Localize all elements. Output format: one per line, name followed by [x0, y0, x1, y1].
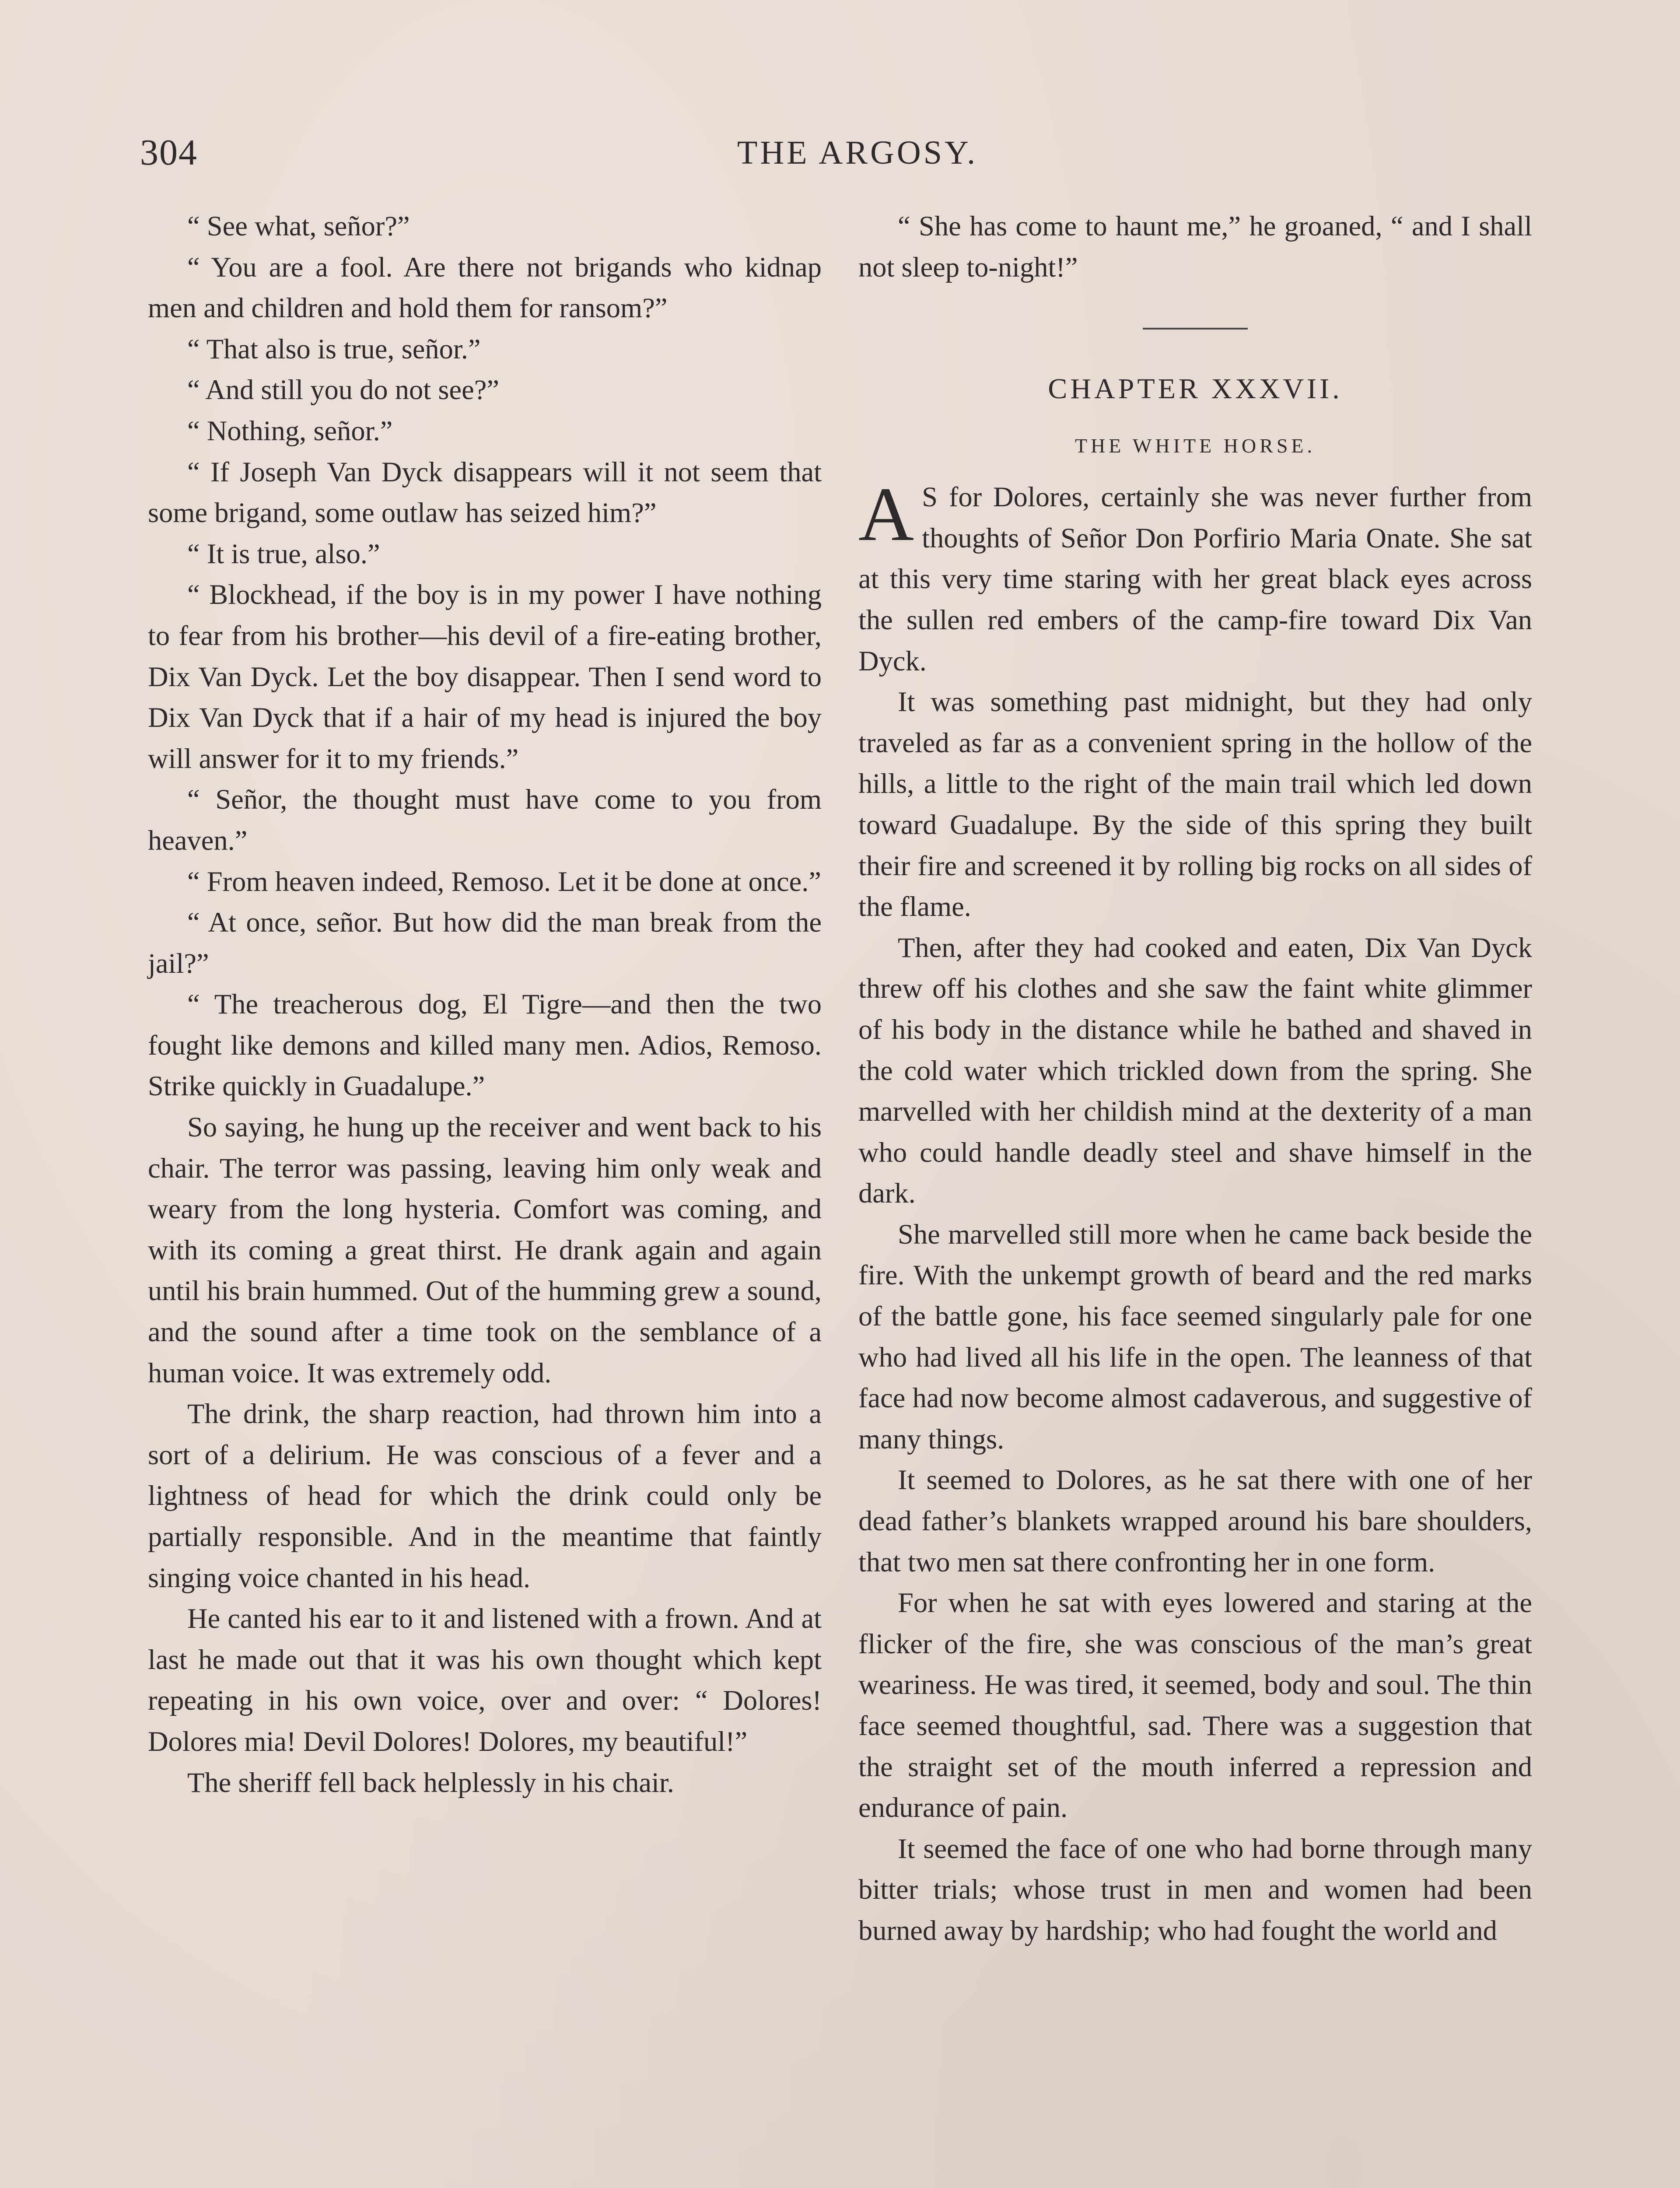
chapter-first-paragraph: [858, 472, 1532, 681]
paragraph: She marvelled still more when he came back beside the fire. With the unkempt growth of beard and the red marks of the battle gone, his face seemed singularly pale for one who had lived all his life in the open. The leanness of that face had now become almost cadaverous, and suggestive of many things.: [858, 1218, 1532, 1455]
paragraph: “ Señor, the thought must have come to you from heaven.”: [148, 784, 822, 856]
first-paragraph-text: S for Dolores, certainly she was never further from thoughts of Señor Don Porfirio Maria Onate. She sat at this very time staring with her great black eyes across the sullen red embers of the camp-fire toward Dix Van Dyck.: [858, 481, 1532, 677]
right-column: [858, 206, 1532, 1951]
section-divider: [1143, 328, 1248, 330]
paragraph: “ Nothing, señor.”: [187, 415, 393, 446]
paragraph: He canted his ear to it and listened with a frown. And at last he made out that it was his own thought which kept repeating in his own voice, over and over: “ Dolores! Dolores mia! Devil Dolores! Dolores, my beautiful!”: [148, 1603, 822, 1757]
paragraph: “ It is true, also.”: [187, 538, 380, 569]
chapter-subtitle: THE WHITE HORSE.: [1074, 435, 1316, 457]
paragraph: “ Blockhead, if the boy is in my power I have nothing to fear from his brother—his devil of a fire-eating brother, Dix Van Dyck. Let the boy disappear. Then I send word to Dix Van Dyck that if a hair of my head is injured the boy will answer for it to my friends.”: [148, 579, 822, 774]
paragraph: “ See what, señor?”: [187, 210, 410, 242]
left-column: [148, 206, 822, 1803]
drop-cap: A: [858, 472, 914, 558]
paragraph: The drink, the sharp reaction, had thrown him into a sort of a delirium. He was conscious of a fever and a lightness of head for which the drink could only be partially responsible. And in the meantime that faintly singing voice chanted in his head.: [148, 1398, 822, 1593]
paragraph: “ She has come to haunt me,” he groaned, “ and I shall not sleep to-night!”: [858, 210, 1532, 283]
paragraph: “ From heaven indeed, Remoso. Let it be done at once.”: [187, 866, 821, 897]
paragraph: It seemed to Dolores, as he sat there with one of her dead father’s blankets wrapped around his bare shoulders, that two men sat there confronting her in one form.: [858, 1464, 1532, 1578]
chapter-title: CHAPTER XXXVII.: [1048, 373, 1343, 405]
paragraph: The sheriff fell back helplessly in his chair.: [187, 1767, 674, 1798]
running-title: THE ARGOSY.: [737, 134, 978, 171]
paragraph: “ You are a fool. Are there not brigands who kidnap men and children and hold them for ransom?”: [148, 251, 822, 324]
paragraph: For when he sat with eyes lowered and staring at the flicker of the fire, she was conscious of the man’s great weariness. He was tired, it seemed, body and soul. The thin face seemed thoughtful, sad. There was a suggestion that the straight set of the mouth inferred a repression and endurance of pain.: [858, 1587, 1532, 1823]
paragraph: “ That also is true, señor.”: [187, 333, 481, 365]
paragraph: Then, after they had cooked and eaten, Dix Van Dyck threw off his clothes and she saw the faint white glimmer of his body in the distance while he bathed and shaved in the cold water which trickled down from the spring. She marvelled with her childish mind at the dexterity of a man who could handle deadly steel and shave himself in the dark.: [858, 932, 1532, 1209]
page-number: 304: [140, 132, 198, 173]
paragraph: “ If Joseph Van Dyck disappears will it not seem that some brigand, some outlaw has seized him?”: [148, 456, 822, 529]
paragraph: It seemed the face of one who had borne through many bitter trials; whose trust in men and women had been burned away by hardship; who had fought the world and: [858, 1833, 1532, 1946]
paragraph: It was something past midnight, but they had only traveled as far as a convenient spring in the hollow of the hills, a little to the right of the main trail which led down toward Guadalupe. By the side of this spring they built their fire and screened it by rolling big rocks on all sides of the flame.: [858, 686, 1532, 922]
paragraph: “ And still you do not see?”: [187, 374, 499, 406]
paragraph: So saying, he hung up the receiver and went back to his chair. The terror was passing, leaving him only weak and weary from the long hysteria. Comfort was coming, and with its coming a great thirst. He drank again and again until his brain hummed. Out of the humming grew a sound, and the sound after a time took on the semblance of a human voice. It was extremely odd.: [148, 1112, 822, 1389]
paragraph: “ The treacherous dog, El Tigre—and then the two fought like demons and killed many men. Adios, Remoso. Strike quickly in Guadalupe.”: [148, 989, 822, 1102]
page-header: [140, 131, 1540, 184]
paragraph: “ At once, señor. But how did the man break from the jail?”: [148, 907, 822, 979]
